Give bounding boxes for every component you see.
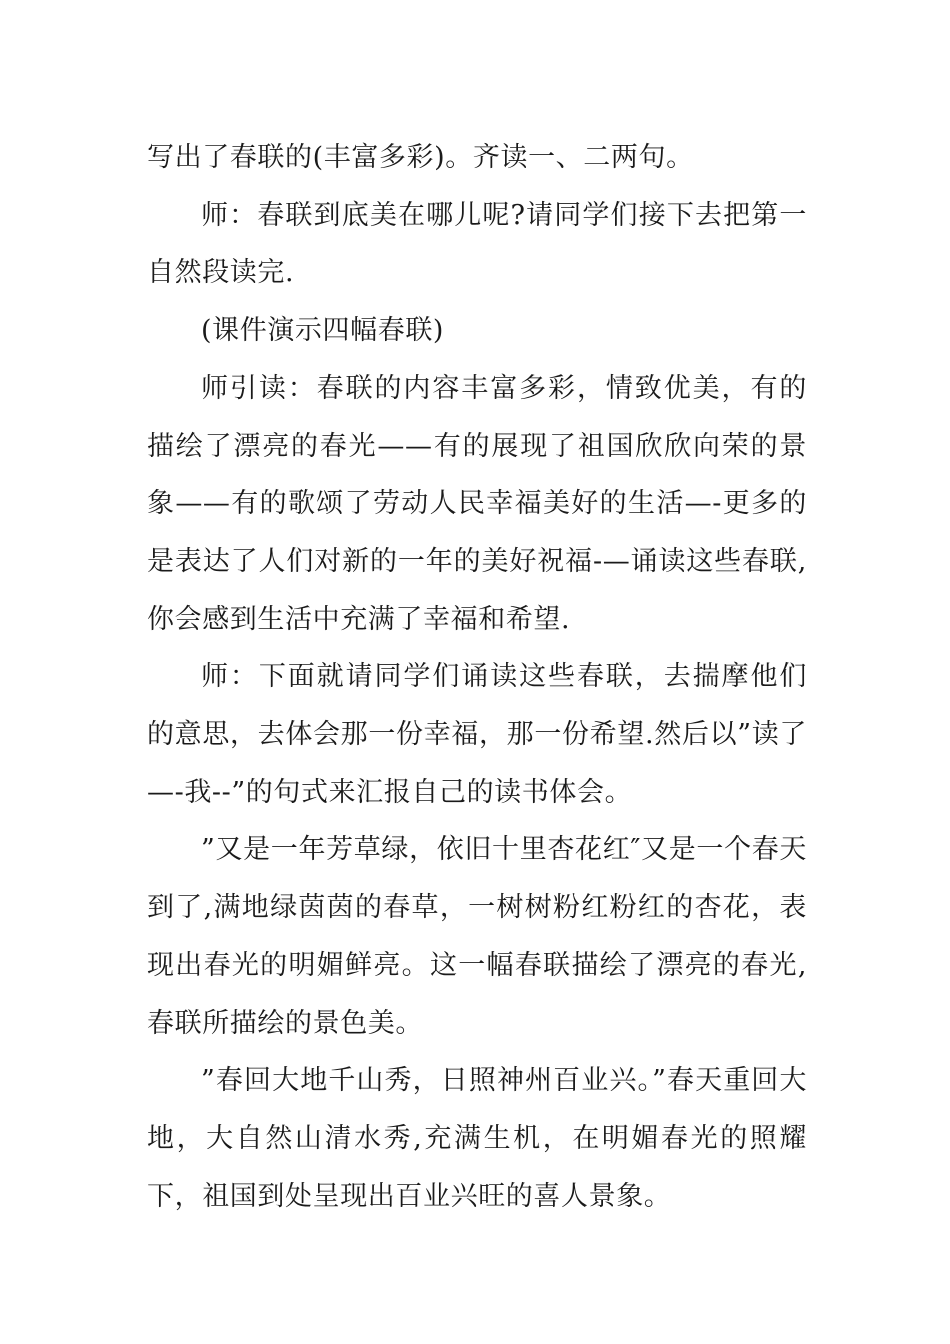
body-text bbox=[147, 129, 807, 1225]
paragraph-6: ”又是一年芳草绿，依旧十里杏花红″又是一个春天到了,满地绿茵茵的春草，一树树粉红粉红的杏花，表现出春光的明媚鲜亮。这一幅春联描绘了漂亮的春光,春联所描绘的景色美。 bbox=[147, 834, 807, 1039]
paragraph-3: (课件演示四幅春联) bbox=[201, 315, 445, 347]
paragraph-1: 写出了春联的(丰富多彩)。齐读一、二两句。 bbox=[147, 142, 694, 173]
paragraph-2: 师：春联到底美在哪儿呢?请同学们接下去把第一自然段读完. bbox=[147, 199, 807, 289]
paragraph-4: 师引读：春联的内容丰富多彩，情致优美，有的描绘了漂亮的春光——有的展现了祖国欣欣向荣的景象——有的歌颂了劳动人民幸福美好的生活—-更多的是表达了人们对新的一年的美好祝福-—诵读这些春联,你会感到生活中充满了幸福和希望. bbox=[147, 372, 807, 635]
paragraph-7: ”春回大地千山秀，日照神州百业兴。”春天重回大地，大自然山清水秀,充满生机，在明媚春光的照耀下，祖国到处呈现出百业兴旺的喜人景象。 bbox=[147, 1065, 807, 1212]
paragraph-5: 师：下面就请同学们诵读这些春联，去揣摩他们的意思，去体会那一份幸福，那一份希望.然后以”读了—-我--”的句式来汇报自己的读书体会。 bbox=[147, 661, 807, 808]
